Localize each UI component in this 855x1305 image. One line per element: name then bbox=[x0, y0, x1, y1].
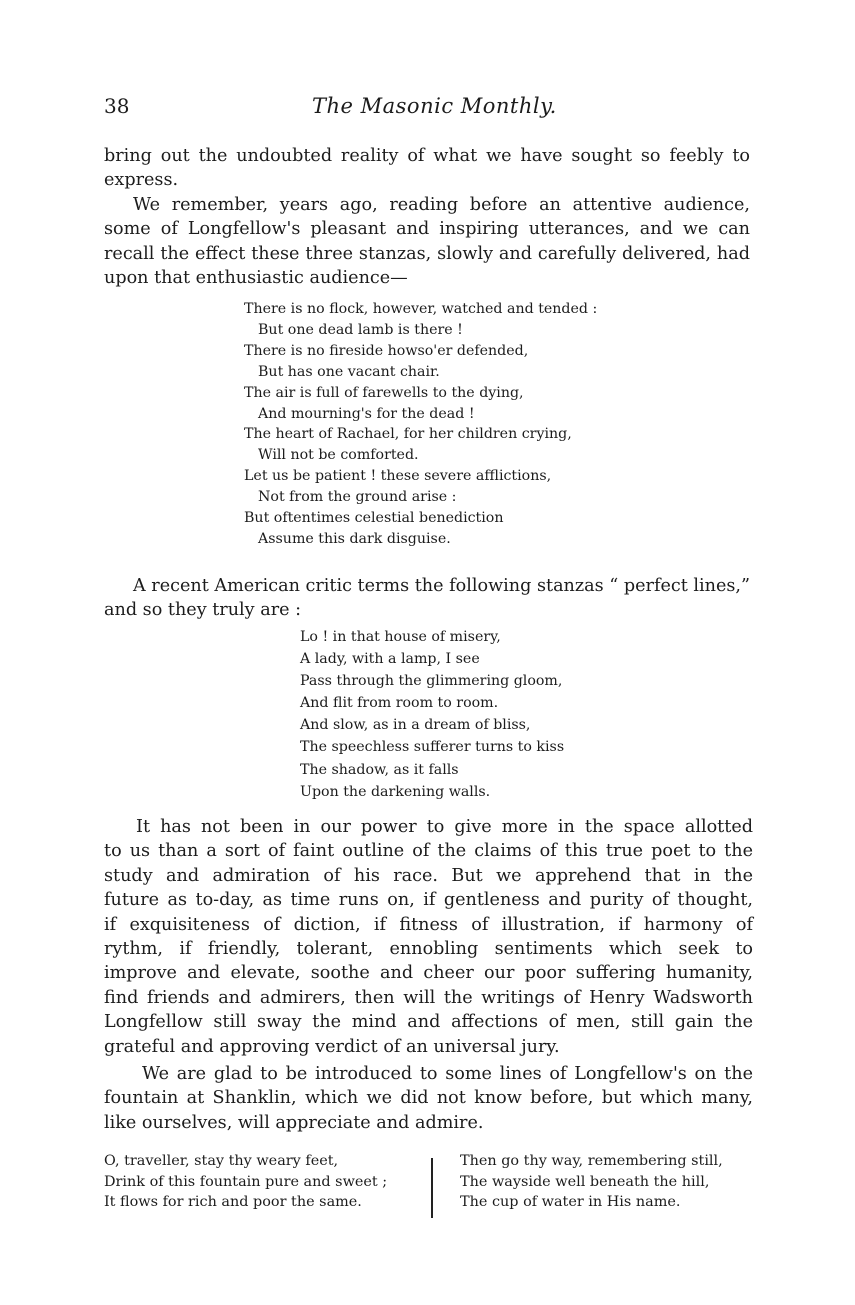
poem-vacant-chair bbox=[244, 299, 597, 550]
paragraph-critic bbox=[104, 574, 750, 623]
verse-line: But oftentimes celestial benediction bbox=[244, 510, 504, 527]
text-line: to us than a sort of faint outline of the claims of this true poet to the bbox=[104, 841, 753, 862]
poem-fountain-right-column bbox=[460, 1151, 723, 1213]
text-line: We remember, years ago, reading before an attentive audience, bbox=[133, 195, 750, 215]
page-number: 38 bbox=[104, 94, 130, 118]
text-line: bring out the undoubted reality of what we have sought so feebly to bbox=[104, 146, 750, 166]
verse-line: Not from the ground arise : bbox=[258, 489, 457, 506]
text-line: some of Longfellow's pleasant and inspiring utterances, and we can bbox=[104, 219, 750, 240]
text-line: upon that enthusiastic audience— bbox=[104, 268, 408, 289]
text-line: find friends and admirers, then will the writings of Henry Wadsworth bbox=[104, 987, 753, 1008]
text-line: fountain at Shanklin, which we did not know before, but which many, bbox=[104, 1088, 753, 1109]
verse-line: A lady, with a lamp, I see bbox=[300, 651, 480, 668]
column-divider bbox=[431, 1158, 433, 1218]
poem-fountain-left-column bbox=[104, 1151, 387, 1213]
verse-line: There is no flock, however, watched and tended : bbox=[244, 301, 598, 317]
verse-line: But one dead lamb is there ! bbox=[258, 321, 463, 338]
text-line: like ourselves, will appreciate and admire. bbox=[104, 1112, 484, 1133]
text-line: future as to-day, as time runs on, if gentleness and purity of thought, bbox=[104, 890, 753, 911]
text-line: recall the effect these three stanzas, slowly and carefully delivered, had bbox=[104, 243, 750, 264]
text-line: rythm, if friendly, tolerant, ennobling sentiments which seek to bbox=[104, 939, 753, 960]
text-line: Longfellow still sway the mind and affections of men, still gain the bbox=[104, 1012, 753, 1033]
text-line: express. bbox=[104, 170, 179, 191]
text-line: We are glad to be introduced to some lines of Longfellow's on the bbox=[142, 1064, 753, 1084]
verse-line: And mourning's for the dead ! bbox=[258, 405, 475, 422]
verse-line: The heart of Rachael, for her children crying, bbox=[244, 426, 572, 443]
verse-line: Then go thy way, remembering still, bbox=[460, 1153, 723, 1169]
text-line: grateful and approving verdict of an universal jury. bbox=[104, 1036, 560, 1057]
text-line: study and admiration of his race. But we apprehend that in the bbox=[104, 865, 753, 886]
verse-line: The shadow, as it falls bbox=[300, 761, 459, 778]
verse-line: The speechless sufferer turns to kiss bbox=[300, 739, 565, 756]
poem-lady-with-lamp bbox=[300, 626, 564, 803]
paragraph-remember bbox=[104, 193, 750, 291]
verse-line: Let us be patient ! these severe afflictions, bbox=[244, 468, 552, 485]
verse-line: O, traveller, stay thy weary feet, bbox=[104, 1153, 339, 1169]
verse-line: And flit from room to room. bbox=[300, 695, 499, 712]
verse-line: The air is full of farewells to the dying, bbox=[244, 384, 524, 401]
text-line: A recent American critic terms the following stanzas “ perfect lines,” bbox=[133, 576, 750, 596]
running-title: The Masonic Monthly. bbox=[312, 94, 557, 118]
verse-line: But has one vacant chair. bbox=[258, 363, 440, 380]
verse-line: And slow, as in a dream of bliss, bbox=[300, 717, 531, 734]
verse-line: Lo ! in that house of misery, bbox=[300, 629, 501, 645]
text-line: if exquisiteness of diction, if fitness of illustration, if harmony of bbox=[104, 914, 753, 935]
paragraph-tribute bbox=[104, 815, 753, 1059]
text-line: It has not been in our power to give more in the space allotted bbox=[136, 817, 753, 837]
text-line: improve and elevate, soothe and cheer our poor suffering humanity, bbox=[104, 963, 753, 984]
verse-line: Assume this dark disguise. bbox=[258, 530, 451, 547]
verse-line: Upon the darkening walls. bbox=[300, 783, 491, 800]
verse-line: The wayside well beneath the hill, bbox=[460, 1173, 710, 1190]
paragraph-continuation bbox=[104, 144, 750, 193]
verse-line: Pass through the glimmering gloom, bbox=[300, 673, 563, 690]
verse-line: Drink of this fountain pure and sweet ; bbox=[104, 1173, 388, 1190]
text-line: and so they truly are : bbox=[104, 600, 302, 621]
verse-line: Will not be comforted. bbox=[258, 447, 419, 464]
paragraph-shanklin bbox=[104, 1062, 753, 1135]
verse-line: It flows for rich and poor the same. bbox=[104, 1194, 362, 1211]
verse-line: The cup of water in His name. bbox=[460, 1194, 681, 1211]
verse-line: There is no fireside howso'er defended, bbox=[244, 342, 529, 359]
